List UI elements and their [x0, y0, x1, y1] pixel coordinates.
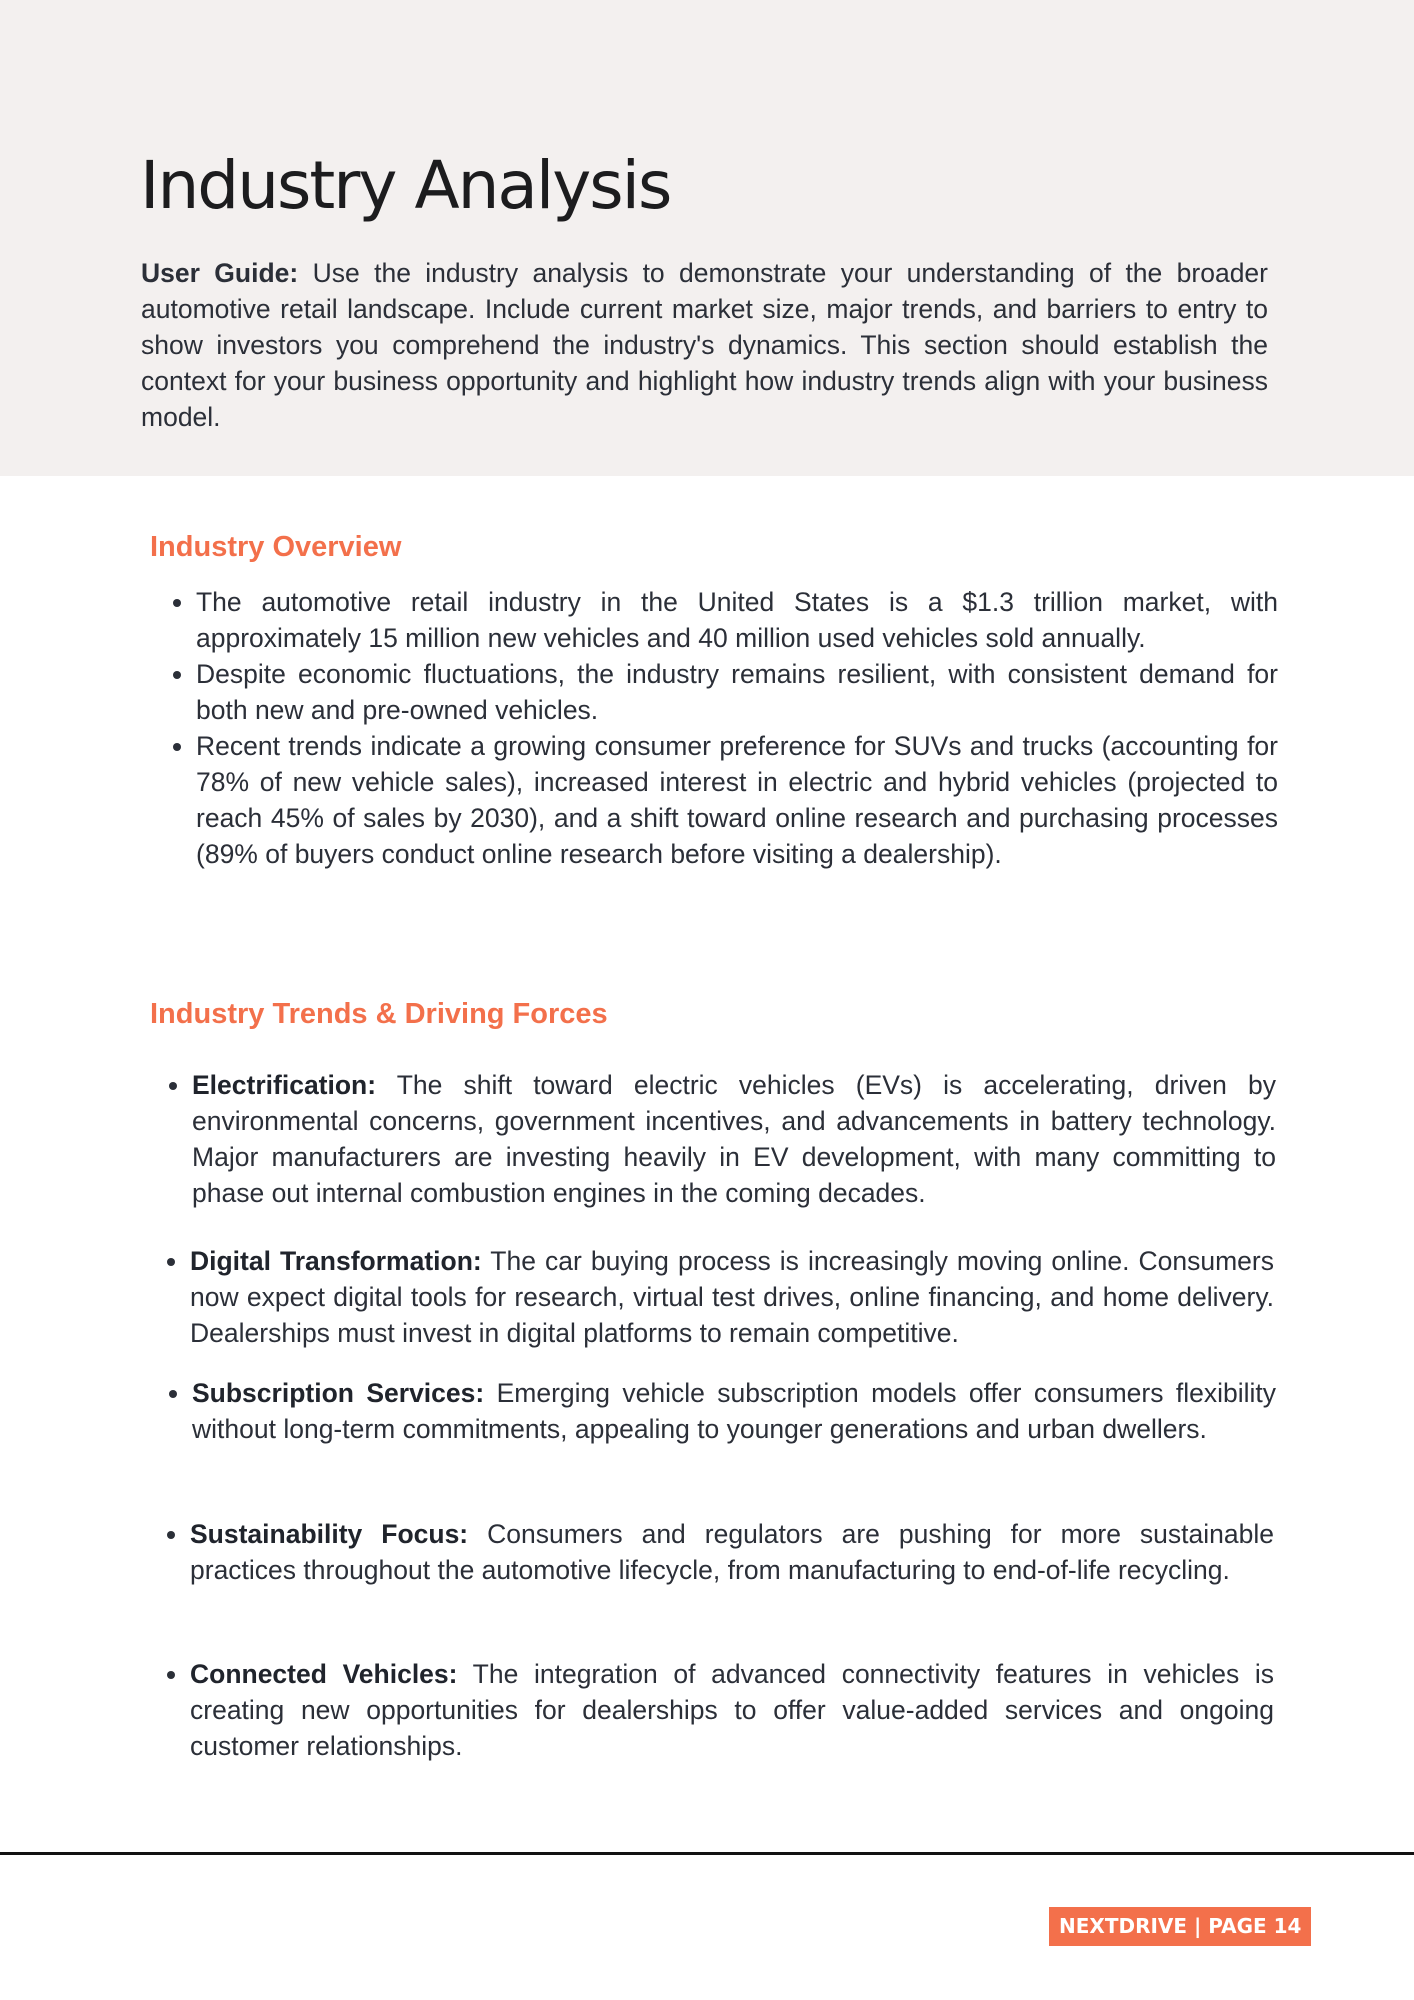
page-number-badge: NEXTDRIVE | PAGE 14: [1049, 1907, 1311, 1946]
list-item: • Recent trends indicate a growing consumer preference for SUVs and trucks (accounting for 78% of new vehicle sales), increased interest in electric and hybrid vehicles (projected to reach 45% of sales by 2030), and a shift toward online research and purchasing processes (89% of buyers conduct online research before visiting a dealership).: [196, 728, 1278, 872]
trend-label: Digital Transformation:: [190, 1246, 482, 1276]
trend-text: Consumers and regulators are pushing for more sustainable practices throughout the automotive lifecycle, from manufacturing to end-of-life recycling.: [190, 1519, 1274, 1585]
list-item: [190, 1516, 1274, 1588]
list-item: • Despite economic fluctuations, the industry remains resilient, with consistent demand for both new and pre-owned vehicles.: [196, 656, 1278, 728]
trend-text: The car buying process is increasingly moving online. Consumers now expect digital tools for research, virtual test drives, online financing, and home delivery. Dealerships must invest in digital platforms to remain competitive.: [190, 1246, 1274, 1348]
footer-divider: [0, 1852, 1414, 1855]
trend-connected-vehicles: [146, 1656, 1274, 1764]
list-item: • The automotive retail industry in the United States is a $1.3 trillion market, with approximately 15 million new vehicles and 40 million used vehicles sold annually.: [196, 584, 1278, 656]
user-guide-text: Use the industry analysis to demonstrate your understanding of the broader automotive retail landscape. Include current market size, major trends, and barriers to entry to show investors you comprehend the industry's dynamics. This section should establish the context for your business opportunity and highlight how industry trends align with your business model.: [141, 258, 1268, 432]
user-guide-label: User Guide:: [141, 258, 299, 288]
trend-text: The shift toward electric vehicles (EVs) is accelerating, driven by environmental concerns, government incentives, and advancements in battery technology. Major manufacturers are investing heavily in EV development, with many committing to phase out internal combustion engines in the coming decades.: [192, 1070, 1276, 1208]
trend-label: Sustainability Focus:: [190, 1519, 469, 1549]
trend-label: Connected Vehicles:: [190, 1659, 458, 1689]
list-item: [190, 1243, 1274, 1351]
industry-overview-list: [150, 584, 1278, 872]
industry-trends-heading: Industry Trends & Driving Forces: [150, 998, 608, 1030]
list-item: [192, 1067, 1276, 1211]
trend-text: Emerging vehicle subscription models offer consumers flexibility without long-term commitments, appealing to younger generations and urban dwellers.: [192, 1378, 1276, 1444]
list-item: [192, 1375, 1276, 1447]
trend-label: Electrification:: [192, 1070, 377, 1100]
trend-text: The integration of advanced connectivity features in vehicles is creating new opportunities for dealerships to offer value-added services and ongoing customer relationships.: [190, 1659, 1274, 1761]
user-guide-paragraph: [141, 255, 1268, 435]
page-title: Industry Analysis: [140, 147, 671, 224]
industry-overview-heading: Industry Overview: [150, 531, 402, 563]
trend-label: Subscription Services:: [192, 1378, 485, 1408]
trend-subscription-services: [148, 1375, 1276, 1447]
trend-electrification: [148, 1067, 1276, 1211]
trend-digital-transformation: [146, 1243, 1274, 1351]
trend-sustainability-focus: [146, 1516, 1274, 1588]
list-item: [190, 1656, 1274, 1764]
